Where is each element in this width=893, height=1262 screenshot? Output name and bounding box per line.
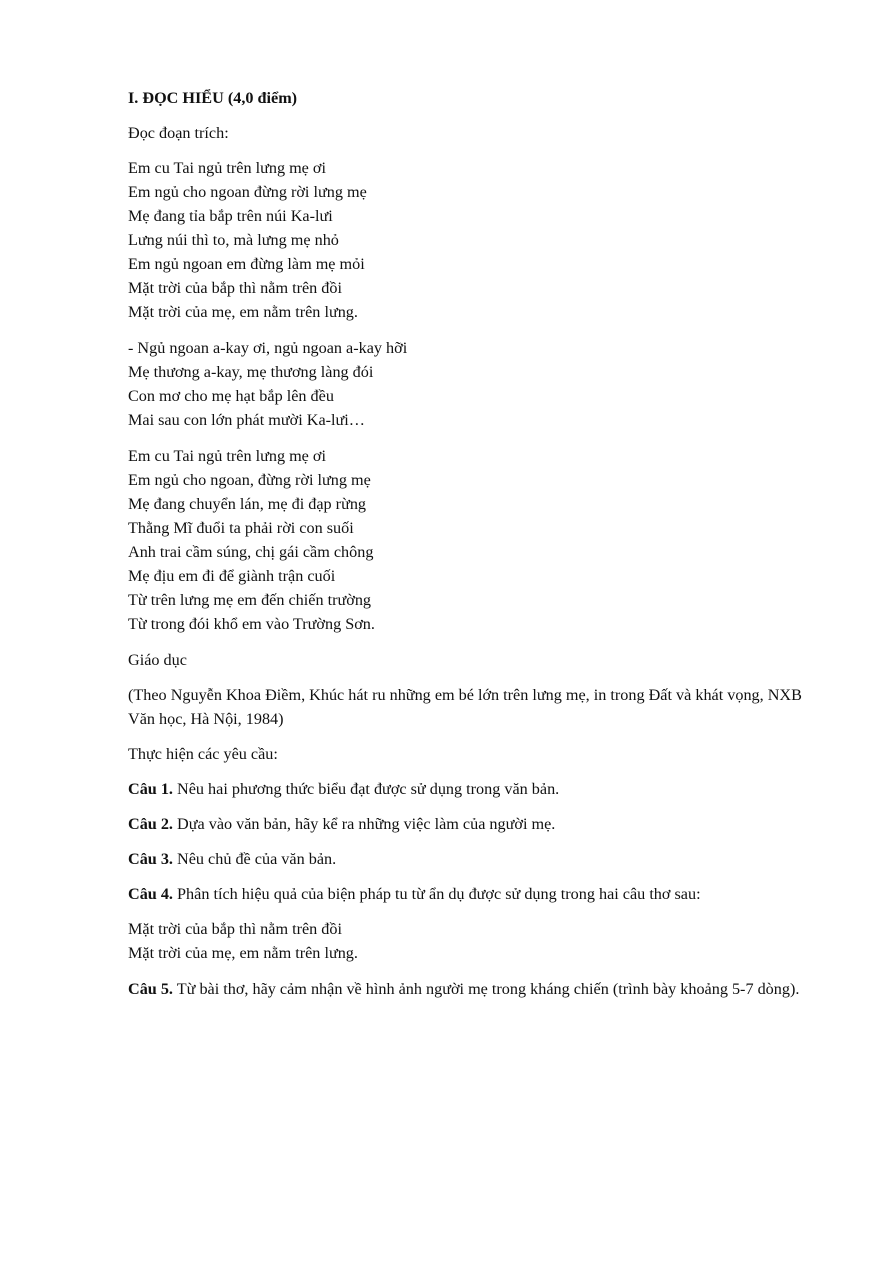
verse-line: Mẹ đang chuyển lán, mẹ đi đạp rừng [128,495,367,513]
verse-line: Em cu Tai ngủ trên lưng mẹ ơi [128,447,326,465]
poem-stanza-2 [128,336,808,432]
verse-line: Anh trai cầm súng, chị gái cầm chông [128,543,374,561]
verse-line: Em ngủ cho ngoan, đừng rời lưng mẹ [128,471,371,489]
poem-stanza-1 [128,156,808,324]
question-label: Câu 5. [128,980,173,998]
question-label: Câu 2. [128,815,173,833]
verse-line: Lưng núi thì to, mà lưng mẹ nhỏ [128,231,339,249]
verse-line: Con mơ cho mẹ hạt bắp lên đều [128,387,334,405]
quoted-verse [128,917,808,965]
verse-line: Thằng Mĩ đuổi ta phải rời con suối [128,519,354,537]
citation: (Theo Nguyễn Khoa Điềm, Khúc hát ru những em bé lớn trên lưng mẹ, in trong Đất và khát vọng, NXB Văn học, Hà Nội, 1984) [128,686,802,728]
intro-text: Đọc đoạn trích: [128,124,229,142]
question-text: Dựa vào văn bản, hãy kể ra những việc làm của người mẹ. [172,815,556,833]
question-2 [128,812,808,836]
verse-line: Em cu Tai ngủ trên lưng mẹ ơi [128,159,326,177]
question-1 [128,777,808,801]
verse-line: Mẹ đang tỉa bắp trên núi Ka-lưi [128,207,333,225]
verse-line: Mặt trời của mẹ, em nằm trên lưng. [128,944,358,962]
question-text: Nêu hai phương thức biểu đạt được sử dụng trong văn bản. [172,780,560,798]
question-label: Câu 4. [128,885,173,903]
verse-line: Em ngủ cho ngoan đừng rời lưng mẹ [128,183,367,201]
verse-line: Từ trong đói khổ em vào Trường Sơn. [128,615,375,633]
poem-stanza-3 [128,444,808,636]
question-label: Câu 1. [128,780,173,798]
question-text: Phân tích hiệu quả của biện pháp tu từ ẩn dụ được sử dụng trong hai câu thơ sau: [172,885,701,903]
verse-line: - Ngủ ngoan a-kay ơi, ngủ ngoan a-kay hỡi [128,339,408,357]
verse-line: Mặt trời của mẹ, em nằm trên lưng. [128,303,358,321]
question-4 [128,882,808,906]
source-note: Giáo dục [128,651,187,669]
document-page [128,86,808,1012]
section-heading: I. ĐỌC HIỂU (4,0 điểm) [128,89,298,107]
verse-line: Mặt trời của bắp thì nằm trên đồi [128,279,342,297]
verse-line: Em ngủ ngoan em đừng làm mẹ mỏi [128,255,365,273]
instructions: Thực hiện các yêu cầu: [128,745,278,763]
verse-line: Mẹ thương a-kay, mẹ thương làng đói [128,363,374,381]
question-text: Nêu chủ đề của văn bản. [172,850,337,868]
question-3 [128,847,808,871]
question-5 [128,977,808,1001]
verse-line: Từ trên lưng mẹ em đến chiến trường [128,591,372,609]
verse-line: Mai sau con lớn phát mười Ka-lưi… [128,411,365,429]
question-text: Từ bài thơ, hãy cảm nhận về hình ảnh người mẹ trong kháng chiến (trình bày khoảng 5-7 dòng). [172,980,800,998]
verse-line: Mặt trời của bắp thì nằm trên đồi [128,920,342,938]
question-label: Câu 3. [128,850,173,868]
verse-line: Mẹ địu em đi để giành trận cuối [128,567,336,585]
